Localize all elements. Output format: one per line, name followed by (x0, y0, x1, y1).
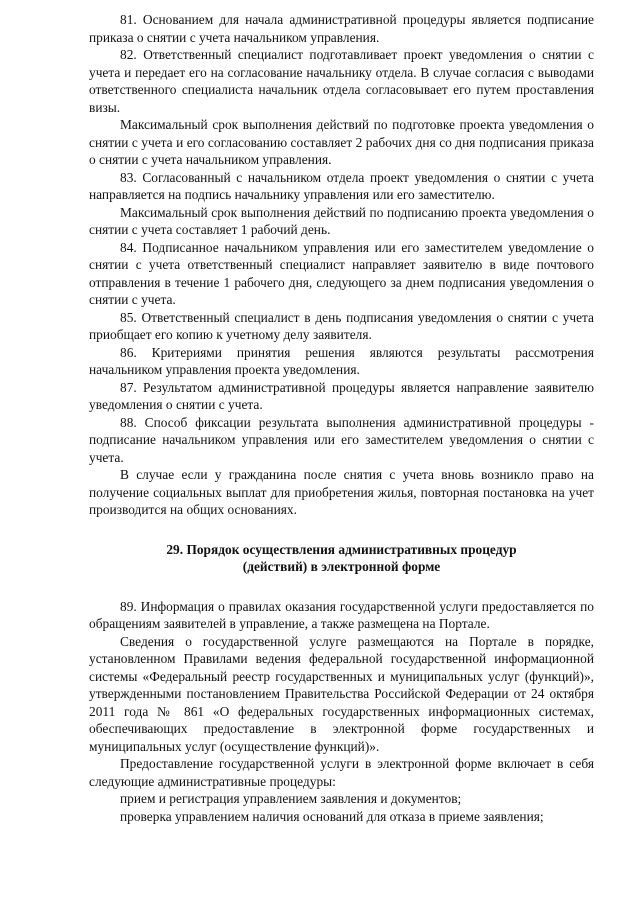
paragraph-84: 84. Подписанное начальником управления или его заместителем уведомление о снятии с учета ответственный специалист направляет заявителю в виде почтового отправления в течение 1 рабочего дня, следующего за днем подписания уведомления о снятии с учета. (89, 239, 594, 307)
heading-line-2: (действий) в электронной форме (242, 559, 441, 574)
paragraph-verification: проверка управлением наличия оснований для отказа в приеме заявления; (120, 808, 544, 824)
paragraph-reception: прием и регистрация управлением заявления и документов; (120, 791, 462, 806)
paragraph-83-deadline: Максимальный срок выполнения действий по подписанию проекта уведомления о снятии с учета составляет 1 рабочий день. (89, 204, 594, 237)
paragraph-electronic-procedures: Предоставление государственной услуги в электронной форме включает в себя следующие административные процедуры: (89, 756, 594, 789)
paragraph-83: 83. Согласованный с начальником отдела проект уведомления о снятии с учета направляется на подпись начальнику управления или его заместителю. (89, 169, 594, 202)
paragraph-82: 82. Ответственный специалист подготавливает проект уведомления о снятии с учета и передает его на согласование начальнику отдела. В случае согласия с выводами ответственного специалиста начальник отдела согласовывает его путем проставления визы. (89, 47, 594, 115)
section-28-body (89, 11, 594, 519)
section-29-body (89, 598, 594, 826)
paragraph-82-deadline: Максимальный срок выполнения действий по подготовке проекта уведомления о снятии с учета и его согласованию составляет 2 рабочих дня со дня подписания приказа о снятии с учета начальником управления. (89, 117, 594, 167)
paragraph-86: 86. Критериями принятия решения являются результаты рассмотрения начальником управления проекта уведомления. (89, 344, 594, 377)
heading-line-1: 29. Порядок осуществления административных процедур (166, 541, 517, 557)
section-29-heading (89, 541, 594, 576)
paragraph-re-registration: В случае если у гражданина после снятия с учета вновь возникло право на получение социальных выплат для приобретения жилья, повторная постановка на учет производится на общих основаниях. (89, 467, 594, 517)
spacer (89, 519, 594, 541)
paragraph-89: 89. Информация о правилах оказания государственной услуги предоставляется по обращениям заявителей в управление, а также размещена на Портале. (89, 598, 594, 631)
paragraph-87: 87. Результатом административной процедуры является направление заявителю уведомления о снятии с учета. (89, 379, 594, 412)
paragraph-81: 81. Основанием для начала административной процедуры является подписание приказа о снятии с учета начальником управления. (89, 12, 594, 45)
spacer (89, 576, 594, 598)
paragraph-portal-info: Сведения о государственной услуге размещаются на Портале в порядке, установленном Правилами ведения федеральной государственной информационной системы «Федеральный реестр государственных и муниципальных услуг (функций)», утвержденными постановлением Правительства Российской Федерации от 24 октября 2011 года № 861 «О федеральных государственных информационных системах, обеспечивающих предоставление в электронной форме государственных и муниципальных услуг (осуществление функций)». (89, 633, 594, 754)
paragraph-85: 85. Ответственный специалист в день подписания уведомления о снятии с учета приобщает его копию к учетному делу заявителя. (89, 309, 594, 342)
paragraph-88: 88. Способ фиксации результата выполнения административной процедуры - подписание начальником управления или его заместителем уведомления о снятии с учета. (89, 414, 594, 465)
document-page (89, 11, 594, 825)
